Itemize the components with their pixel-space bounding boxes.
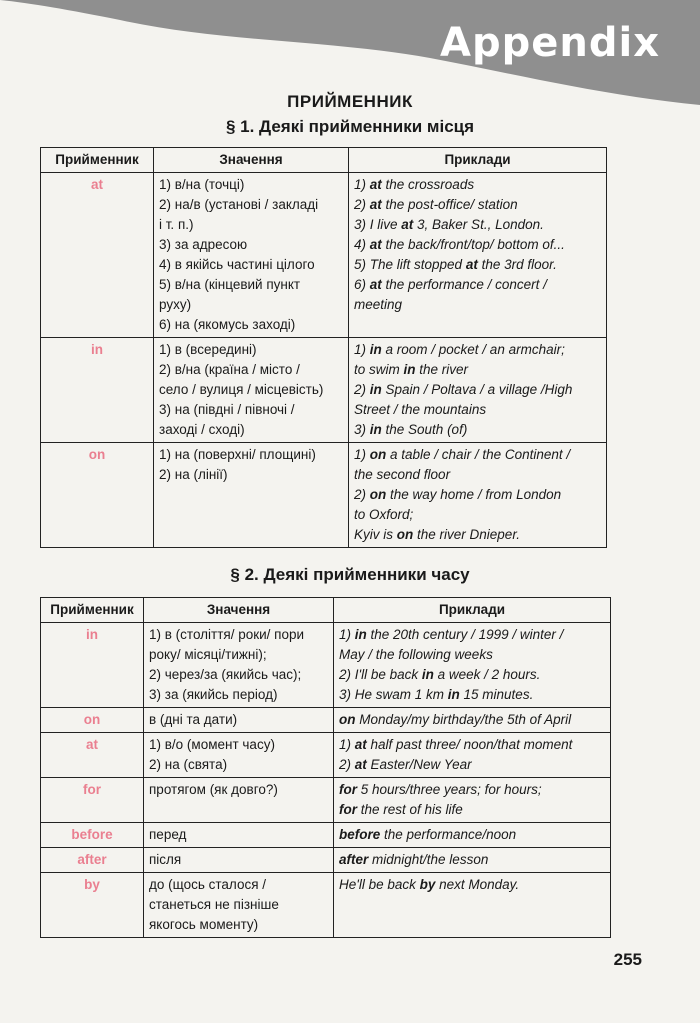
example-text: the river Dnieper.: [413, 527, 521, 542]
section2-title: § 2. Деякі прийменники часу: [230, 565, 470, 584]
column-header-preposition: Прийменник: [41, 598, 144, 623]
example-text: Spain / Poltava / a village /High: [381, 382, 573, 397]
examples-cell: [334, 733, 611, 778]
preposition-cell: on: [41, 443, 154, 548]
preposition-highlight: in: [403, 362, 416, 377]
table-row: [41, 708, 611, 733]
table-row: [41, 823, 611, 848]
preposition-highlight: at: [354, 757, 367, 772]
meaning-line: заході / сході): [159, 422, 245, 437]
examples-cell: [334, 873, 611, 938]
meaning-line: село / вулиця / місцевість): [159, 382, 324, 397]
example-text: the crossroads: [381, 177, 475, 192]
column-header-meaning: Значення: [154, 148, 349, 173]
meaning-line: якогось моменту): [149, 917, 259, 932]
example-text: the 3rd floor.: [477, 257, 557, 272]
preposition-cell: for: [41, 778, 144, 823]
table-row: [41, 443, 607, 548]
example-line: [354, 235, 601, 255]
example-text: the river: [415, 362, 469, 377]
preposition-highlight: for: [339, 802, 357, 817]
meaning-line: станеться не пізніше: [149, 897, 279, 912]
example-line: [354, 255, 601, 275]
preposition-highlight: by: [419, 877, 436, 892]
meaning-cell: [144, 623, 334, 708]
example-text: 3) I live: [354, 217, 402, 232]
meaning-cell: [144, 823, 334, 848]
example-text: Monday/my birthday/the 5th of April: [355, 712, 572, 727]
example-text: the way home / from London: [386, 487, 562, 502]
meaning-line: протягом (як довго?): [149, 782, 278, 797]
example-text: 5) The lift stopped: [354, 257, 466, 272]
example-line: [339, 735, 605, 755]
table-row: [41, 338, 607, 443]
preposition-cell: after: [41, 848, 144, 873]
meaning-line: 3) на (півдні / півночі /: [159, 402, 295, 417]
meaning-line: перед: [149, 827, 187, 842]
meaning-cell: [144, 873, 334, 938]
meaning-line: 2) на (свята): [149, 757, 228, 772]
example-text: to swim: [354, 362, 404, 377]
example-text: half past three/ noon/that moment: [366, 737, 573, 752]
meaning-line: і т. п.): [159, 217, 194, 232]
meaning-line: 2) через/за (якийсь час);: [149, 667, 302, 682]
meaning-line: після: [149, 852, 182, 867]
column-header-examples: Приклади: [349, 148, 607, 173]
example-text: Street / the mountains: [354, 402, 487, 417]
example-line: [354, 340, 601, 360]
table-row: [41, 173, 607, 338]
examples-cell: [334, 778, 611, 823]
preposition-highlight: for: [339, 782, 357, 797]
examples-cell: [334, 708, 611, 733]
example-text: midnight/the lesson: [368, 852, 489, 867]
example-text: the performance / concert /: [381, 277, 547, 292]
page-number: 255: [613, 950, 642, 969]
example-line: [354, 360, 601, 380]
preposition-cell: by: [41, 873, 144, 938]
example-text: 2): [339, 757, 355, 772]
example-text: 2): [354, 487, 370, 502]
meaning-line: 1) в/о (момент часу): [149, 737, 275, 752]
preposition-highlight: in: [369, 422, 382, 437]
meaning-line: 3) за адресою: [159, 237, 248, 252]
example-text: a room / pocket / an armchair;: [381, 342, 565, 357]
preposition-highlight: at: [369, 177, 382, 192]
preposition-highlight: on: [369, 487, 387, 502]
meaning-line: 2) в/на (країна / місто /: [159, 362, 300, 377]
example-text: 1): [354, 342, 370, 357]
preposition-highlight: in: [421, 667, 434, 682]
example-text: next Monday.: [435, 877, 520, 892]
examples-cell: [349, 173, 607, 338]
meaning-cell: [154, 443, 349, 548]
example-line: [354, 400, 601, 420]
preposition-highlight: on: [369, 447, 387, 462]
preposition-cell: at: [41, 733, 144, 778]
example-line: [339, 665, 605, 685]
example-line: [354, 275, 601, 295]
example-text: to Oxford;: [354, 507, 414, 522]
section1-title: § 1. Деякі прийменники місця: [225, 117, 475, 136]
preposition-highlight: on: [339, 712, 356, 727]
example-line: [339, 825, 605, 845]
meaning-cell: [144, 778, 334, 823]
example-line: [354, 215, 601, 235]
table-row: [41, 778, 611, 823]
example-line: [354, 505, 601, 525]
example-line: [339, 710, 605, 730]
example-line: [354, 195, 601, 215]
appendix-title: Appendix: [440, 20, 660, 66]
example-line: [339, 850, 605, 870]
preposition-cell: in: [41, 623, 144, 708]
table-header-row: [41, 598, 611, 623]
meaning-line: 1) в/на (точці): [159, 177, 245, 192]
table-header-row: [41, 148, 607, 173]
example-text: 1): [354, 177, 370, 192]
example-text: 2): [354, 197, 370, 212]
preposition-cell: on: [41, 708, 144, 733]
preposition-highlight: in: [354, 627, 367, 642]
examples-cell: [349, 338, 607, 443]
example-line: [354, 445, 601, 465]
preposition-highlight: at: [369, 277, 382, 292]
examples-cell: [334, 823, 611, 848]
column-header-meaning: Значення: [144, 598, 334, 623]
preposition-cell: at: [41, 173, 154, 338]
meaning-line: 1) в (всередині): [159, 342, 257, 357]
meaning-line: 2) на/в (установі / закладі: [159, 197, 319, 212]
example-line: [354, 295, 601, 315]
preposition-highlight: after: [339, 852, 369, 867]
meaning-line: 5) в/на (кінцевий пункт: [159, 277, 301, 292]
meaning-cell: [144, 733, 334, 778]
example-text: a table / chair / the Continent /: [386, 447, 571, 462]
example-text: the second floor: [354, 467, 451, 482]
example-text: Kyiv is: [354, 527, 397, 542]
meaning-line: 6) на (якомусь заході): [159, 317, 296, 332]
meaning-cell: [144, 708, 334, 733]
examples-cell: [349, 443, 607, 548]
preposition-highlight: at: [369, 197, 382, 212]
preposition-cell: in: [41, 338, 154, 443]
example-line: [354, 380, 601, 400]
preposition-highlight: in: [369, 382, 382, 397]
example-text: 2): [354, 382, 370, 397]
preposition-highlight: at: [354, 737, 367, 752]
example-line: [339, 800, 605, 820]
example-text: 1): [339, 627, 355, 642]
example-text: 5 hours/three years; for hours;: [357, 782, 542, 797]
example-line: [339, 625, 605, 645]
preposition-highlight: at: [401, 217, 414, 232]
table-row: [41, 873, 611, 938]
preposition-highlight: at: [465, 257, 478, 272]
meaning-line: 3) за (якийсь період): [149, 687, 278, 702]
example-text: 3): [354, 422, 370, 437]
meaning-cell: [154, 173, 349, 338]
meaning-line: 4) в якійсь частині цілого: [159, 257, 315, 272]
page-title: ПРИЙМЕННИК: [287, 92, 413, 111]
example-text: meeting: [354, 297, 403, 312]
preposition-highlight: on: [396, 527, 414, 542]
examples-cell: [334, 848, 611, 873]
place-prepositions-table: [40, 147, 607, 548]
example-line: [354, 525, 601, 545]
example-line: [339, 875, 605, 895]
example-text: the rest of his life: [357, 802, 463, 817]
preposition-highlight: before: [339, 827, 381, 842]
example-text: May / the following weeks: [339, 647, 493, 662]
meaning-line: 1) в (століття/ роки/ пори: [149, 627, 305, 642]
example-line: [354, 465, 601, 485]
example-text: He'll be back: [339, 877, 420, 892]
examples-cell: [334, 623, 611, 708]
meaning-line: до (щось сталося /: [149, 877, 267, 892]
example-line: [339, 780, 605, 800]
preposition-highlight: in: [369, 342, 382, 357]
meaning-line: 1) на (поверхні/ площині): [159, 447, 316, 462]
column-header-examples: Приклади: [334, 598, 611, 623]
example-text: 4): [354, 237, 370, 252]
example-line: [354, 485, 601, 505]
meaning-line: в (дні та дати): [149, 712, 238, 727]
example-text: 3, Baker St., London.: [413, 217, 544, 232]
table-row: [41, 733, 611, 778]
example-line: [339, 755, 605, 775]
example-line: [339, 645, 605, 665]
meaning-line: року/ місяці/тижні);: [149, 647, 267, 662]
preposition-cell: before: [41, 823, 144, 848]
meaning-cell: [154, 338, 349, 443]
example-text: 6): [354, 277, 370, 292]
example-line: [339, 685, 605, 705]
example-text: a week / 2 hours.: [433, 667, 541, 682]
example-text: 2) I'll be back: [339, 667, 422, 682]
example-text: 3) He swam 1 km: [339, 687, 448, 702]
example-text: the back/front/top/ bottom of...: [381, 237, 565, 252]
example-line: [354, 420, 601, 440]
example-text: the 20th century / 1999 / winter /: [366, 627, 564, 642]
example-text: 15 minutes.: [459, 687, 534, 702]
example-text: the post-office/ station: [381, 197, 518, 212]
time-prepositions-table: [40, 597, 611, 938]
column-header-preposition: Прийменник: [41, 148, 154, 173]
preposition-highlight: at: [369, 237, 382, 252]
example-text: 1): [339, 737, 355, 752]
example-line: [354, 175, 601, 195]
table-row: [41, 623, 611, 708]
meaning-line: руху): [159, 297, 192, 312]
meaning-line: 2) на (лінії): [159, 467, 228, 482]
preposition-highlight: in: [447, 687, 460, 702]
table-row: [41, 848, 611, 873]
example-text: the performance/noon: [380, 827, 517, 842]
example-text: Easter/New Year: [366, 757, 472, 772]
example-text: 1): [354, 447, 370, 462]
example-text: the South (of): [381, 422, 468, 437]
meaning-cell: [144, 848, 334, 873]
